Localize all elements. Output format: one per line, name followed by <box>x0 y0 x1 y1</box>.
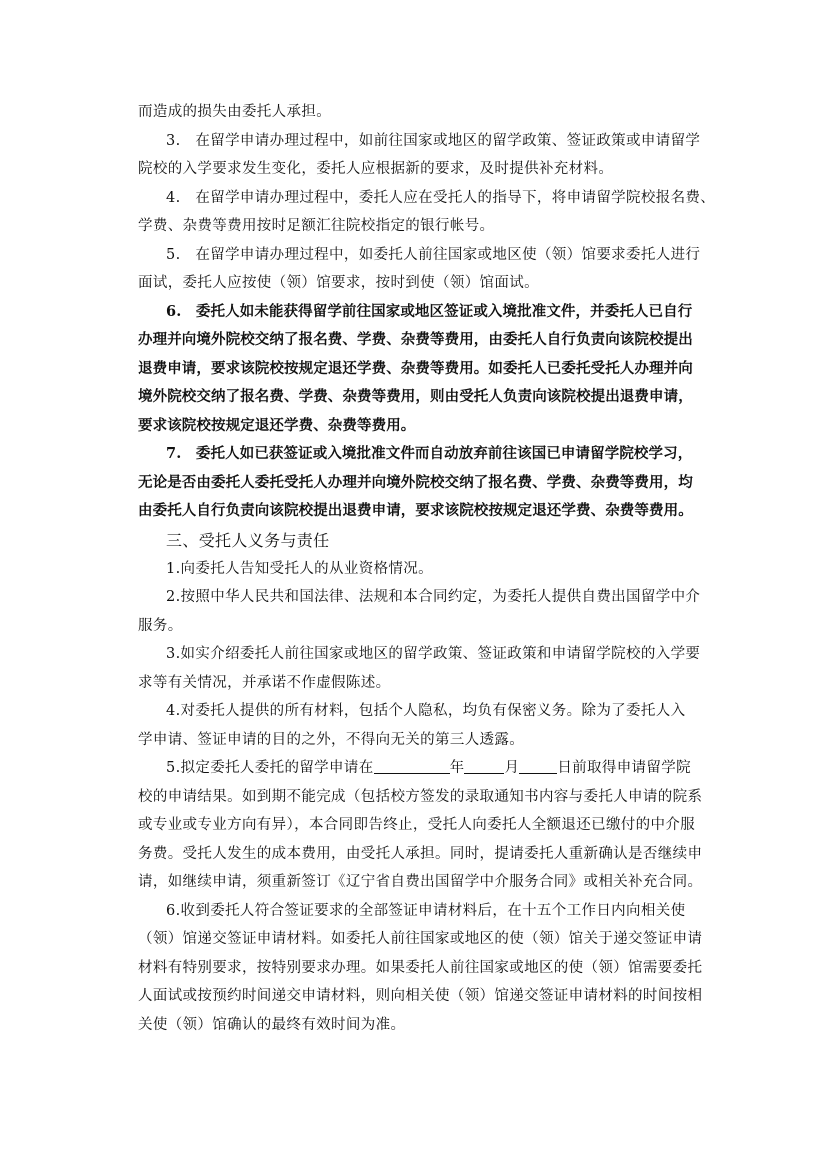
day-blank <box>519 757 557 774</box>
duty-5-line-2: 校的申请结果。如到期不能完成（包括校方签发的录取通知书内容与委托人申请的院系 <box>138 788 703 805</box>
duty-6-line-3: 材料有特别要求，按特别要求办理。如果委托人前往国家或地区的使（领）馆需要委托 <box>138 959 703 976</box>
duty-5-text-d: 日前取得申请留学院 <box>557 760 691 776</box>
month-label: 月 <box>504 760 520 776</box>
clause-3 <box>138 127 702 184</box>
duty-1 <box>138 555 702 584</box>
section-3-heading: 三、受托人义务与责任 <box>166 530 330 550</box>
duty-3 <box>138 640 702 697</box>
duty-4 <box>138 697 702 754</box>
clause-3-line-2: 院校的入学要求发生变化，委托人应根据新的要求，及时提供补充材料。 <box>138 161 614 177</box>
clause-3-line-1: 3. 在留学申请办理过程中，如前往国家或地区的留学政策、签证政策或申请留学 <box>166 132 701 149</box>
duty-2 <box>138 583 702 640</box>
month-blank <box>464 757 504 774</box>
clause-6-bold <box>138 298 702 441</box>
clause-6-line-5: 要求该院校按规定退还学费、杂费等费用。 <box>138 416 416 434</box>
clause-5-line-1: 5. 在留学申请办理过程中，如委托人前往国家或地区使（领）馆要求委托人进行 <box>166 246 701 263</box>
year-label: 年 <box>449 760 465 776</box>
duty-5 <box>138 754 702 897</box>
duty-6 <box>138 897 702 1040</box>
duty-6-line-4: 人面试或按预约时间递交申请材料，则向相关使（领）馆递交签证申请材料的时间按相 <box>138 988 703 1004</box>
clause-6-line-1: 6. 委托人如未能获得留学前往国家或地区签证或入境批准文件，并委托人已自行 <box>166 302 693 320</box>
duty-2-line-2: 服务。 <box>138 617 183 634</box>
duty-2-line-1: 2.按照中华人民共和国法律、法规和本合同约定，为委托人提供自费出国留学中介 <box>166 589 701 605</box>
duty-3-line-2: 求等有关情况，并承诺不作虚假陈述。 <box>138 674 391 691</box>
clause-7-bold <box>138 440 702 526</box>
clause-5 <box>138 241 702 298</box>
duty-5-line-4: 务费。受托人发生的成本费用，由受托人承担。同时，提请委托人重新确认是否继续申 <box>138 845 703 862</box>
clause-7-line-1: 7. 委托人如已获签证或入境批准文件而自动放弃前往该国已申请留学院校学习， <box>166 445 693 462</box>
duty-4-line-2: 学申请、签证申请的目的之外，不得向无关的第三人透露。 <box>138 731 525 748</box>
clause-7-line-3: 由委托人自行负责向该院校提出退费申请，要求该院校按规定退还学费、杂费等费用。 <box>138 502 693 519</box>
clause-4 <box>138 184 716 241</box>
clause-4-line-2: 学费、杂费等费用按时足额汇往院校指定的银行帐号。 <box>138 218 495 234</box>
clause-6-line-3: 退费申请，要求该院校按规定退还学费、杂费等费用。如委托人已委托受托人办理并向 <box>138 359 693 377</box>
paragraph-2-tail: 而造成的损失由委托人承担。 <box>138 104 332 120</box>
duty-5-line-1 <box>138 754 702 783</box>
clause-6-line-2: 办理并向境外院校交纳了报名费、学费、杂费等费用，由委托人自行负责向该院校提出 <box>138 331 693 348</box>
duty-6-line-1: 6.收到委托人符合签证要求的全部签证申请材料后，在十五个工作日内向相关使 <box>166 902 686 919</box>
duty-5-line-3: 或专业或专业方向有异），本合同即告终止，受托人向委托人全额退还已缴付的中介服 <box>138 817 696 833</box>
duty-1-line-1: 1.向委托人告知受托人的从业资格情况。 <box>166 560 433 577</box>
clause-7-line-2: 无论是否由委托人委托受托人办理并向境外院校交纳了报名费、学费、杂费等费用，均 <box>138 473 693 491</box>
duty-4-line-1: 4.对委托人提供的所有材料，包括个人隐私，均负有保密义务。除为了委托人入 <box>166 703 686 719</box>
duty-5-line-5: 请，如继续申请，须重新签订《辽宁省自费出国留学中介服务合同》或相关补充合同。 <box>138 874 703 890</box>
duty-6-line-2: （领）馆递交签证申请材料。如委托人前往国家或地区的使（领）馆关于递交签证申请 <box>138 931 703 947</box>
clause-5-line-2: 面试，委托人应按使（领）馆要求，按时到使（领）馆面试。 <box>138 275 539 291</box>
duty-3-line-1: 3.如实介绍委托人前往国家或地区的留学政策、签证政策和申请留学院校的入学要 <box>166 646 701 662</box>
document-page <box>138 98 716 1039</box>
clause-6-line-4: 境外院校交纳了报名费、学费、杂费等费用，则由受托人负责向该院校提出退费申请， <box>138 388 693 405</box>
duty-5-text-a: 5.拟定委托人委托的留学申请在 <box>166 760 374 776</box>
clause-4-line-1: 4. 在留学申请办理过程中，委托人应在受托人的指导下，将申请留学院校报名费、 <box>166 189 716 206</box>
duty-6-line-5: 关使（领）馆确认的最终有效时间为准。 <box>138 1016 406 1033</box>
year-blank <box>374 757 450 774</box>
